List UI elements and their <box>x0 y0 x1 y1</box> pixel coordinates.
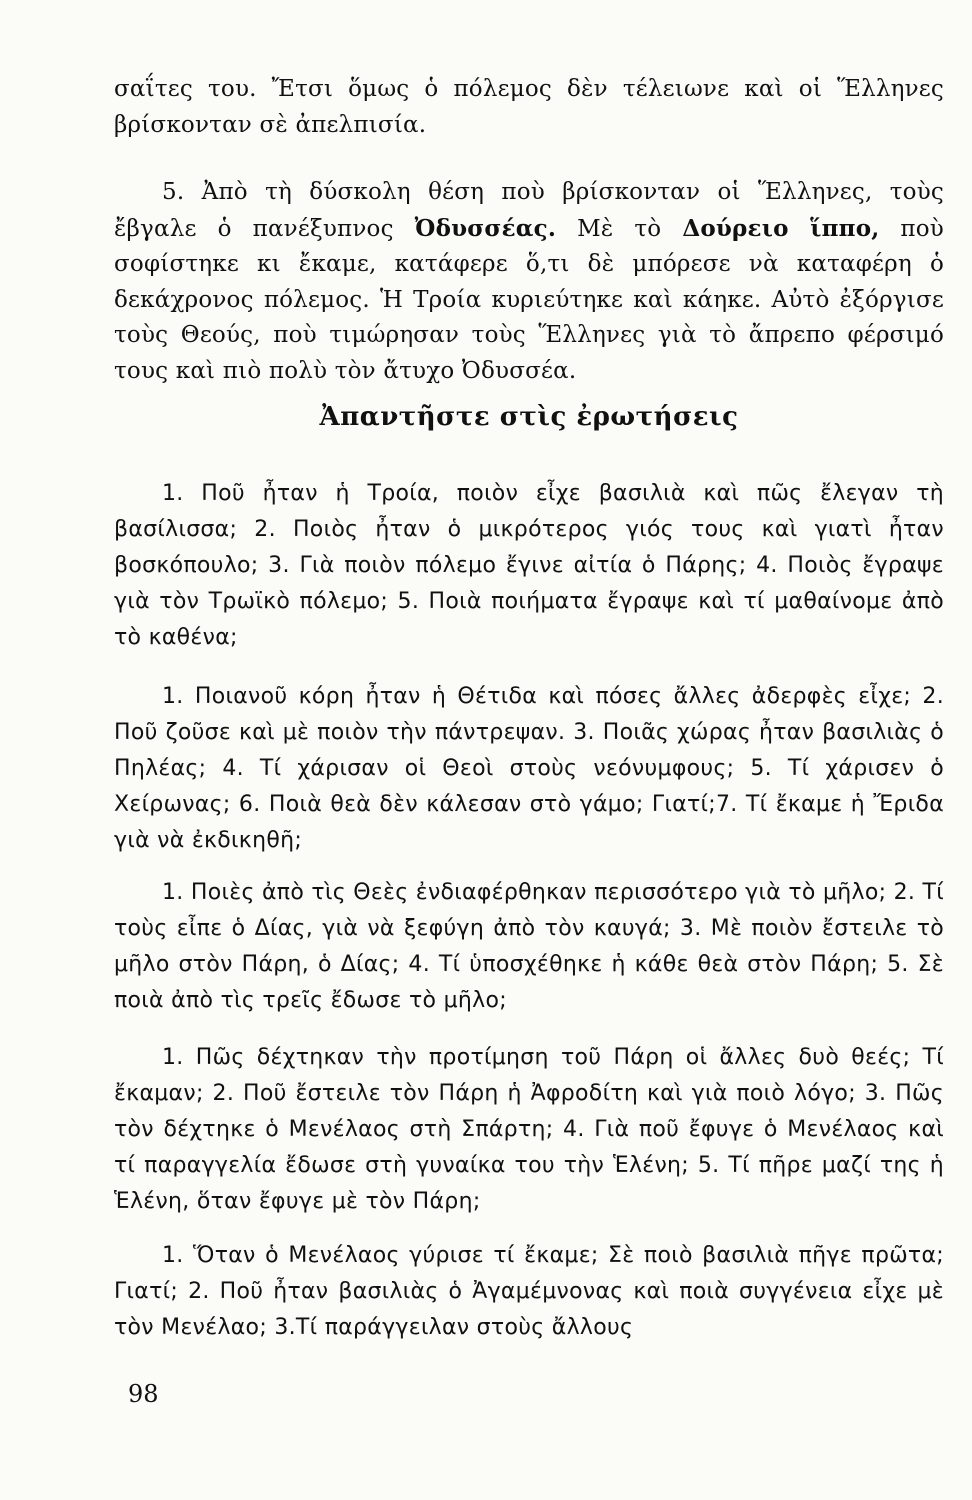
page-number: 98 <box>128 1380 159 1408</box>
continuation-text: σαΐτες του. Ἔτσι ὅμως ὁ πόλεμος δὲν τέλειωνε καὶ οἱ Ἕλληνες βρίσκονταν σὲ ἀπελπισία. <box>114 76 944 138</box>
question-group-4: 1. Πῶς δέχτηκαν τὴν προτίμηση τοῦ Πάρη οἱ ἄλλες δυὸ θεές; Τί ἔκαμαν; 2. Ποῦ ἔστειλε τὸν Πάρη ἡ Ἀφροδίτη καὶ γιὰ ποιὸ λόγο; 3. Πῶς τὸν δέχτηκε ὁ Μενέλαος στὴ Σπάρτη; 4. Γιὰ ποῦ ἔφυγε ὁ Μενέλαος καὶ τί παραγγελία ἔδωσε στὴ γυναίκα του τὴν Ἑλένη; 5. Τί πῆρε μαζί της ἡ Ἑλένη, ὅταν ἔφυγε μὲ τὸν Πάρη; <box>114 1045 944 1214</box>
questions-heading: Ἀπαντῆστε στὶς ἐρωτήσεις <box>319 402 739 432</box>
section-5-text-2: Μὲ τὸ <box>556 215 683 242</box>
continuation-paragraph <box>114 72 944 143</box>
odysseus-bold: Ὀδυσσέας. <box>414 214 557 242</box>
question-group-2: 1. Ποιανοῦ κόρη ἦταν ἡ Θέτιδα καὶ πόσες ἄλλες ἀδερφὲς εἶχε; 2. Ποῦ ζοῦσε καὶ μὲ ποιὸν τὴν πάντρεψαν. 3. Ποιᾶς χώρας ἦταν βασιλιὰς ὁ Πηλέας; 4. Τί χάρισαν οἱ Θεοὶ στοὺς νεόνυμφους; 5. Τί χάρισεν ὁ Χείρωνας; 6. Ποιὰ θεὰ δὲν κάλεσαν στὸ γάμο; Γιατί;7. Τί ἔκαμε ἡ Ἔριδα γιὰ νὰ ἐκδικηθῆ; <box>114 684 944 853</box>
question-group-3: 1. Ποιὲς ἀπὸ τὶς Θεὲς ἐνδιαφέρθηκαν περισσότερο γιὰ τὸ μῆλο; 2. Τί τοὺς εἶπε ὁ Δίας, γιὰ νὰ ξεφύγη ἀπὸ τὸν καυγά; 3. Μὲ ποιὸν ἔστειλε τὸ μῆλο στὸν Πάρη, ὁ Δίας; 4. Τί ὑποσχέθηκε ἡ κάθε θεὰ στὸν Πάρη; 5. Σὲ ποιὰ ἀπὸ τὶς τρεῖς ἔδωσε τὸ μῆλο; <box>114 880 944 1013</box>
trojan-horse-bold: Δούρειο ἵππο, <box>682 214 880 242</box>
section-5-paragraph <box>114 175 944 389</box>
question-group-1: 1. Ποῦ ἦταν ἡ Τροία, ποιὸν εἶχε βασιλιὰ καὶ πῶς ἔλεγαν τὴ βασίλισσα; 2. Ποιὸς ἦταν ὁ μικρότερος γιός τους καὶ γιατὶ ἦταν βοσκόπουλο; 3. Γιὰ ποιὸν πόλεμο ἔγινε αἰτία ὁ Πάρης; 4. Ποιὸς ἔγραψε γιὰ τὸν Τρωϊκὸ πόλεμο; 5. Ποιὰ ποιήματα ἔγραψε καὶ τί μαθαίνομε ἀπὸ τὸ καθένα; <box>114 481 944 650</box>
section-5-text-3: ποὺ σοφίστηκε κι ἔκαμε, κατάφερε ὅ,τι δὲ μπόρεσε νὰ καταφέρη ὁ δεκάχρονος πόλεμος. Ἡ Τροία κυριεύτηκε καὶ κάηκε. Αὐτὸ ἐξόργισε τοὺς Θεούς, ποὺ τιμώρησαν τοὺς Ἕλληνες γιὰ τὸ ἄπρεπο φέρσιμό τους καὶ πιὸ πολὺ τὸν ἄτυχο Ὀδυσσέα. <box>114 215 944 384</box>
section-5-text-1: 5. Ἀπὸ τὴ δύσκολη θέση ποὺ βρίσκονταν οἱ Ἕλληνες, τοὺς ἔβγαλε ὁ πανέξυπνος <box>114 179 944 242</box>
question-group-5: 1. Ὅταν ὁ Μενέλαος γύρισε τί ἔκαμε; Σὲ ποιὸ βασιλιὰ πῆγε πρῶτα; Γιατί; 2. Ποῦ ἦταν βασιλιὰς ὁ Ἀγαμέμνονας καὶ ποιὰ συγγένεια εἶχε μὲ τὸν Μενέλαο; 3.Τί παράγγειλαν στοὺς ἄλλους <box>114 1243 944 1340</box>
